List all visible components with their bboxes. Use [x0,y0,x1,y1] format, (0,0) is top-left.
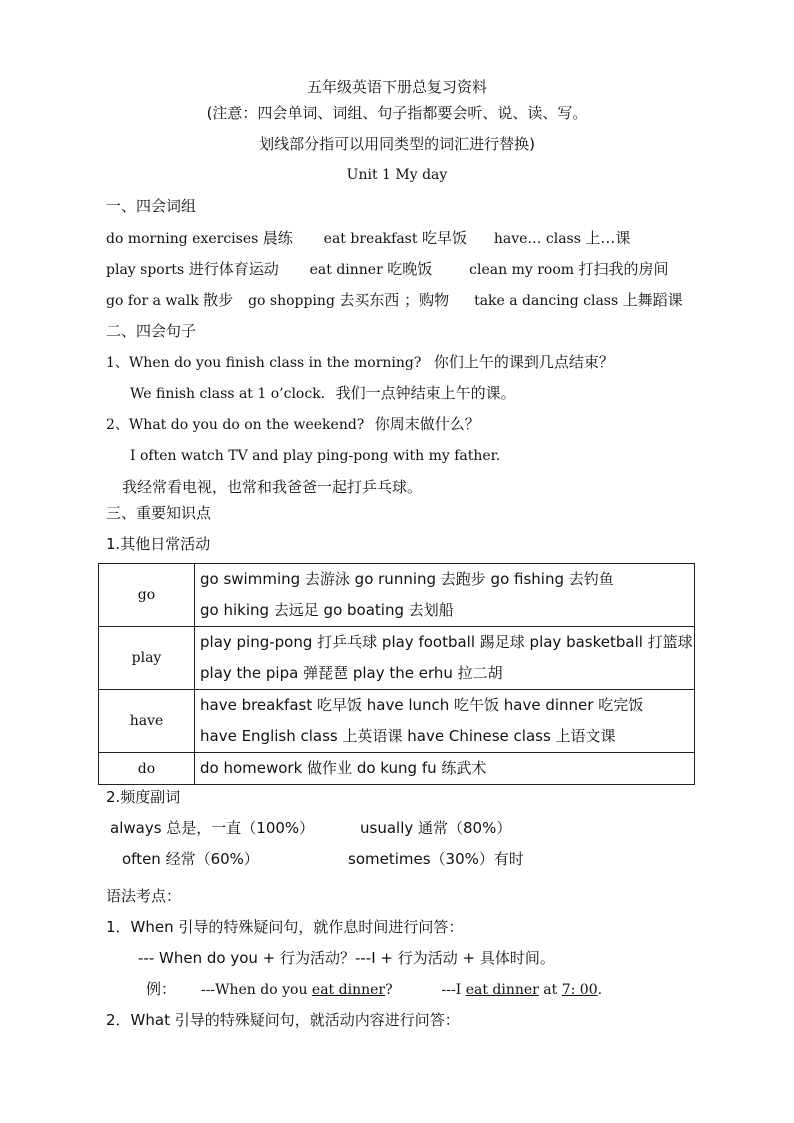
activity-line: play ping-pong 打乒乓球 play football 踢足球 play basketball 打篮球 [200,633,693,651]
phrase-en: eat dinner [309,262,383,278]
phrase-row-1 [106,228,630,249]
sentence-q2 [106,414,480,435]
phrase-cn: 晨练 [262,229,293,247]
underlined-phrase: eat dinner [465,982,539,998]
sentence-cn: 我们一点钟结束上午的课。 [335,384,516,402]
grammar-pattern-1: --- When do you + 行为活动？---I + 行为活动 + 具体时间。 [138,949,555,967]
table-row [99,753,695,785]
underlined-time: 7: 00 [561,982,598,998]
activity-line: have English class 上英语课 have Chinese class 上语文课 [200,727,616,745]
activities-table [98,563,695,785]
phrase-row-3 [106,290,683,311]
activities-cell [195,690,695,753]
table-row [99,690,695,753]
grammar-example [146,979,602,1000]
grammar-heading: 语法考点： [106,887,182,905]
underlined-phrase: eat dinner [311,982,386,998]
frequency-heading: 2.频度副词 [106,788,181,806]
phrase-en: play sports [106,262,185,278]
phrase-cn: 去买东西 ；购物 [339,291,450,309]
activity-line: have breakfast 吃早饭 have lunch 吃午饭 have dinner 吃完饭 [200,696,644,714]
unit-heading: Unit 1 My day [346,167,448,183]
activity-line: go hiking 去远足 go boating 去划船 [200,601,454,619]
phrase-cn: 吃晚饭 [387,260,433,278]
phrase-en: go shopping [248,293,335,309]
phrase-cn: 散步 [203,291,234,309]
verb-cell: do [99,753,195,785]
phrase-en: take a dancing class [474,293,619,309]
section3-heading: 三、重要知识点 [106,504,212,522]
example-label: 例： [146,980,177,998]
punctuation: ? [385,982,393,998]
verb-cell: go [99,564,195,627]
phrase-cn: 进行体育运动 [188,260,279,278]
phrase-row-2 [106,259,669,280]
punctuation: . [597,982,603,998]
activity-line: do homework 做作业 do kung fu 练武术 [200,759,487,777]
activity-line: go swimming 去游泳 go running 去跑步 go fishing 去钓鱼 [200,570,614,588]
sentence-en: 1、When do you finish class in the morning? [106,355,422,371]
grammar-point-1: 1．When 引导的特殊疑问句，就作息时间进行问答： [106,918,464,936]
doc-title: 五年级英语下册总复习资料 [306,78,487,96]
freq-often: often 经常（60%） [122,850,259,868]
sentence-cn: 你周末做什么？ [374,415,480,433]
freq-always: always 总是，一直（100%） [110,819,315,837]
sentence-cn: 你们上午的课到几点结束？ [433,353,614,371]
activities-cell [195,564,695,627]
example-question: ---When do you [200,982,312,998]
sentence-a2-cn: 我经常看电视，也常和我爸爸一起打乒乓球。 [122,478,423,496]
section2-heading: 二、四会句子 [106,322,197,340]
phrase-cn: 上舞蹈课 [622,291,683,309]
phrase-cn: 吃早饭 [421,229,467,247]
phrase-en: go for a walk [106,293,199,309]
example-answer: ---I [441,982,466,998]
table-row [99,564,695,627]
verb-cell: have [99,690,195,753]
answer-text: at [538,982,562,998]
freq-sometimes: sometimes（30%）有时 [348,850,524,868]
grammar-point-2: 2．What 引导的特殊疑问句，就活动内容进行问答： [106,1011,460,1029]
phrase-en: do morning exercises [106,231,259,247]
activities-cell [195,627,695,690]
activities-cell [195,753,695,785]
sentence-a1 [130,383,516,404]
phrase-cn: 上…课 [585,229,631,247]
sentence-en: We finish class at 1 o’clock. [130,386,326,402]
sentence-q1 [106,352,614,373]
note-line-1: (注意：四会单词、词组、句子指都要会听、说、读、写。 [206,104,588,122]
sentence-en: 2、What do you do on the weekend? [106,417,365,433]
sentence-a2-en: I often watch TV and play ping-pong with my father. [130,448,501,464]
phrase-cn: 打扫我的房间 [578,260,669,278]
phrase-en: have… class [493,231,581,247]
section1-heading: 一、四会词组 [106,197,197,215]
activity-line: play the pipa 弹琵琶 play the erhu 拉二胡 [200,664,503,682]
note-line-2: 划线部分指可以用同类型的词汇进行替换) [259,135,535,153]
daily-activities-heading: 1.其他日常活动 [106,535,211,553]
verb-cell: play [99,627,195,690]
freq-usually: usually 通常（80%） [360,819,512,837]
table-row [99,627,695,690]
phrase-en: eat breakfast [323,231,418,247]
phrase-en: clean my room [469,262,575,278]
